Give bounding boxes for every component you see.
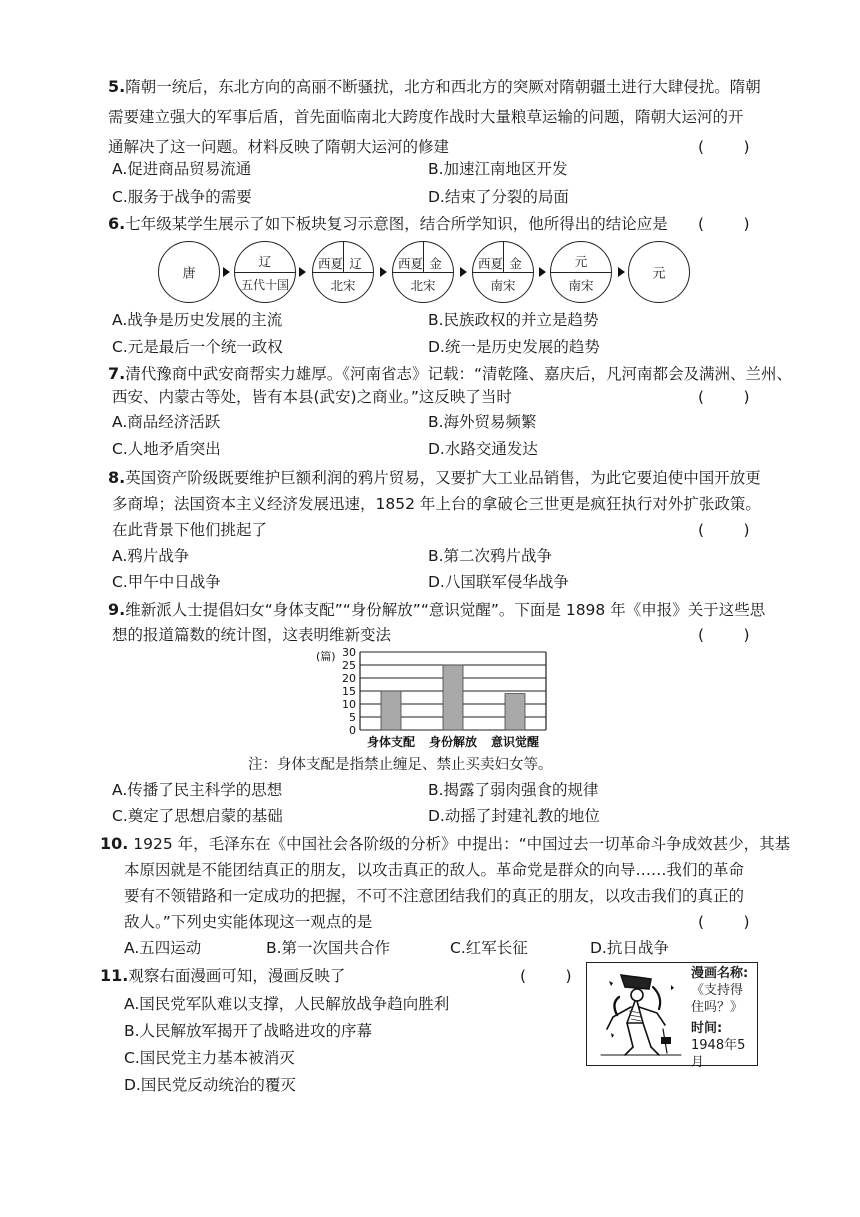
circle-xixia-jin-nansong xyxy=(472,241,534,303)
y-axis-unit-label: (篇) xyxy=(316,650,336,663)
arrow-right-icon xyxy=(460,267,467,277)
question-10-line-2: 本原因就是不能团结真正的朋友，以攻击真正的敌人。革命党是群众的向导……我们的革命 xyxy=(124,861,745,879)
question-text: 维新派人士提倡妇女“身体支配”“身份解放”“意识觉醒”。下面是 1898 年《申报》关于这些思 xyxy=(125,601,766,619)
circle-xixia-jin-beisong xyxy=(392,241,454,303)
option-b[interactable]: B.第一次国共合作 xyxy=(266,939,391,957)
y-tick-label: 30 xyxy=(342,648,356,659)
arrow-right-icon xyxy=(223,267,230,277)
question-text: 七年级某学生展示了如下板块复习示意图，结合所学知识，他所得出的结论应是 xyxy=(125,215,668,233)
x-tick-label: 身份解放 xyxy=(428,735,478,749)
circle-top-label: 元 xyxy=(574,254,588,269)
bar xyxy=(443,665,463,730)
question-number: 11. xyxy=(100,966,129,985)
question-6-line-1 xyxy=(108,210,668,238)
bar xyxy=(505,694,525,730)
arrow-right-icon xyxy=(299,267,306,277)
question-8-line-2: 多商埠；法国资本主义经济发展迅速，1852 年上台的拿破仑三世更是疯狂执行对外扩张政策。 xyxy=(112,495,761,513)
question-10-line-4: 敌人。”下列史实能体现这一观点的是 xyxy=(124,913,373,931)
circle-top-right-label: 金 xyxy=(509,256,522,271)
circle-label: 元 xyxy=(652,266,666,282)
question-text: 隋朝一统后，东北方向的高丽不断骚扰，北方和西北方的突厥对隋朝疆土进行大肆侵扰。隋朝 xyxy=(125,78,761,96)
y-tick-label: 20 xyxy=(342,672,356,685)
question-10-line-3: 要有不领错路和一定成功的把握，不可不注意团结我们的真正的朋友，以攻击我们的真正的 xyxy=(124,887,745,905)
option-b[interactable]: B.揭露了弱肉强食的规律 xyxy=(428,781,599,799)
option-c[interactable]: C.红军长征 xyxy=(450,939,528,957)
option-a[interactable]: A.五四运动 xyxy=(124,939,202,957)
divider xyxy=(551,272,611,273)
option-d[interactable]: D.抗日战争 xyxy=(590,939,669,957)
cartoon-time: 1948年5月 xyxy=(691,1038,746,1070)
question-8-line-1 xyxy=(108,464,761,492)
y-tick-label: 25 xyxy=(342,659,356,672)
circle-liao-five-dynasties xyxy=(234,241,296,303)
option-d[interactable]: D.结束了分裂的局面 xyxy=(428,188,569,206)
option-d[interactable]: D.动摇了封建礼教的地位 xyxy=(428,807,600,825)
cartoon-name: 《支持得住吗？》 xyxy=(691,983,744,1015)
circle-top-left-label: 西夏 xyxy=(477,256,503,271)
option-c[interactable]: C.国民党主力基本被消灭 xyxy=(124,1049,295,1067)
question-5-line-1 xyxy=(108,72,761,102)
option-b[interactable]: B.人民解放军揭开了战略进攻的序幕 xyxy=(124,1022,373,1040)
circle-tang xyxy=(158,241,220,303)
option-b[interactable]: B.加速江南地区开发 xyxy=(428,160,568,178)
answer-parentheses[interactable]: ( ) xyxy=(698,138,750,156)
answer-parentheses[interactable]: ( ) xyxy=(698,215,750,233)
question-9-line-1 xyxy=(108,596,765,624)
option-a[interactable]: A.促进商品贸易流通 xyxy=(112,160,252,178)
cartoon-time-label: 时间: xyxy=(691,1021,723,1036)
question-5-line-2: 需要建立强大的军事后盾，首先面临南北大跨度作战时大量粮草运输的问题，隋朝大运河的开 xyxy=(108,108,744,126)
cartoon-box xyxy=(586,962,758,1070)
circle-top-right-label: 金 xyxy=(429,256,442,271)
circle-bottom-label: 南宋 xyxy=(568,278,594,293)
question-9-line-2: 想的报道篇数的统计图，这表明维新变法 xyxy=(112,626,392,644)
question-number: 5. xyxy=(108,77,126,96)
divider xyxy=(393,272,453,273)
cartoon-caption xyxy=(691,965,755,1071)
question-text: 清代豫商中武安商帮实力雄厚。《河南省志》记载：“清乾隆、嘉庆后，凡河南都会及满洲、兰州、 xyxy=(125,365,793,383)
option-d[interactable]: D.八国联军侵华战争 xyxy=(428,573,569,591)
circle-top-right-label: 辽 xyxy=(349,256,362,271)
circle-bottom-label: 南宋 xyxy=(490,278,516,293)
cartoon-name-label: 漫画名称: xyxy=(691,966,749,981)
option-b[interactable]: B.民族政权的并立是趋势 xyxy=(428,311,599,329)
y-tick-label: 10 xyxy=(342,698,356,711)
option-c[interactable]: C.服务于战争的需要 xyxy=(112,188,252,206)
arrow-right-icon xyxy=(380,267,387,277)
circle-top-label: 辽 xyxy=(258,254,272,269)
answer-parentheses[interactable]: ( ) xyxy=(698,388,750,406)
option-c[interactable]: C.奠定了思想启蒙的基础 xyxy=(112,807,283,825)
option-a[interactable]: A.传播了民主科学的思想 xyxy=(112,781,283,799)
circle-yuan-nansong xyxy=(550,241,612,303)
option-c[interactable]: C.元是最后一个统一政权 xyxy=(112,338,283,356)
question-5-line-3: 通解决了这一问题。材料反映了隋朝大运河的修建 xyxy=(108,138,450,156)
option-d[interactable]: D.国民党反动统治的覆灭 xyxy=(124,1076,296,1094)
circle-bottom-label: 五代十国 xyxy=(240,278,289,292)
option-a[interactable]: A.商品经济活跃 xyxy=(112,413,221,431)
question-number: 9. xyxy=(108,600,126,619)
answer-parentheses[interactable]: ( ) xyxy=(698,626,750,644)
circle-top-left-label: 西夏 xyxy=(397,256,423,271)
option-d[interactable]: D.水路交通发达 xyxy=(428,440,538,458)
question-10-line-1 xyxy=(100,830,790,858)
y-tick-label: 15 xyxy=(342,685,356,698)
circle-bottom-label: 北宋 xyxy=(330,278,356,293)
divider xyxy=(235,272,295,273)
question-text: 观察右面漫画可知，漫画反映了 xyxy=(128,967,346,985)
option-c[interactable]: C.人地矛盾突出 xyxy=(112,440,221,458)
question-text: 英国资产阶级既要维护巨额利润的鸦片贸易，又要扩大工业品销售，为此它要迫使中国开放更 xyxy=(125,469,761,487)
option-b[interactable]: B.海外贸易频繁 xyxy=(428,413,537,431)
x-tick-label: 意识觉醒 xyxy=(490,735,540,749)
question-text: 1925 年，毛泽东在《中国社会各阶级的分析》中提出：“中国过去一切革命斗争成效甚少，其基 xyxy=(128,835,791,853)
circle-top-left-label: 西夏 xyxy=(317,256,343,271)
question-11-line-1 xyxy=(100,962,345,990)
bar-chart xyxy=(310,648,560,754)
option-b[interactable]: B.第二次鸦片战争 xyxy=(428,547,553,565)
question-number: 6. xyxy=(108,214,126,233)
bar xyxy=(381,691,401,730)
divider xyxy=(313,272,373,273)
x-tick-label: 身体支配 xyxy=(366,735,416,749)
arrow-right-icon xyxy=(618,267,625,277)
chart-note: 注：身体支配是指禁止缠足、禁止买卖妇女等。 xyxy=(248,757,553,773)
circle-xixia-liao-beisong xyxy=(312,241,374,303)
answer-parentheses[interactable]: ( ) xyxy=(698,913,750,931)
arrow-right-icon xyxy=(539,267,546,277)
question-number: 8. xyxy=(108,468,126,487)
answer-parentheses[interactable]: ( ) xyxy=(520,967,572,985)
y-tick-label: 5 xyxy=(349,711,356,724)
question-7-line-2: 西安、内蒙古等处，皆有本县(武安)之商业。”这反映了当时 xyxy=(112,388,512,406)
option-a[interactable]: A.战争是历史发展的主流 xyxy=(112,311,283,329)
divider xyxy=(473,272,533,273)
option-a[interactable]: A.国民党军队难以支撑，人民解放战争趋向胜利 xyxy=(124,995,450,1013)
y-tick-label: 0 xyxy=(349,724,356,737)
cartoon-illustration xyxy=(591,967,689,1061)
question-8-line-3: 在此背景下他们挑起了 xyxy=(112,521,268,539)
question-number: 7. xyxy=(108,364,126,383)
answer-parentheses[interactable]: ( ) xyxy=(698,521,750,539)
option-d[interactable]: D.统一是历史发展的趋势 xyxy=(428,338,600,356)
question-number: 10. xyxy=(100,834,129,853)
circle-bottom-label: 北宋 xyxy=(410,278,436,293)
circle-label: 唐 xyxy=(182,266,196,282)
circle-yuan xyxy=(628,241,690,303)
option-c[interactable]: C.甲午中日战争 xyxy=(112,573,221,591)
option-a[interactable]: A.鸦片战争 xyxy=(112,547,190,565)
